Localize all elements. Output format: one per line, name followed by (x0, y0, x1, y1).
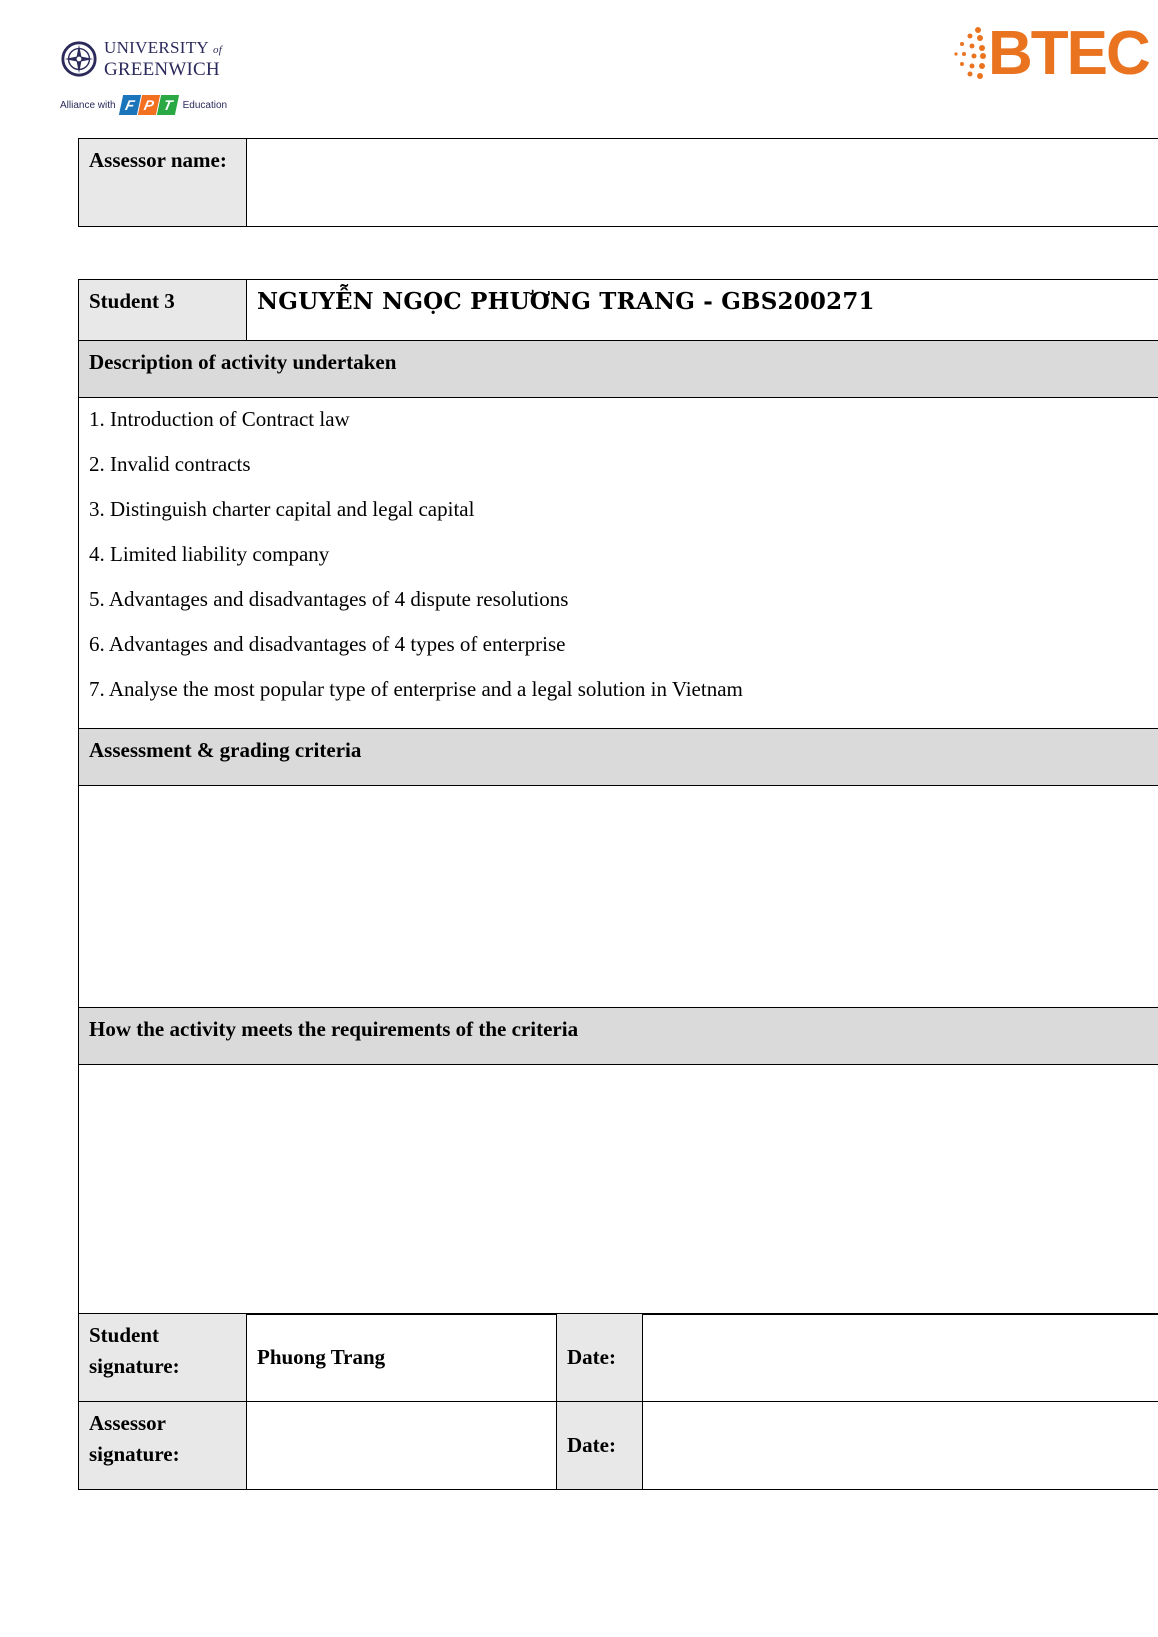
assessment-body[interactable] (79, 786, 1158, 1008)
greenwich-text: GREENWICH (104, 59, 220, 80)
btec-logo (950, 18, 1158, 90)
university-text: UNIVERSITY (104, 38, 209, 57)
list-item: 5. Advantages and disadvantages of 4 dispute resolutions (89, 587, 569, 611)
assessor-name-label: Assessor name: (79, 139, 247, 227)
assessor-date-value[interactable] (643, 1402, 1158, 1490)
assessment-header: Assessment & grading criteria (79, 729, 1158, 786)
university-of-greenwich-logo (60, 38, 240, 130)
alliance-suffix: Education (182, 99, 228, 111)
assessor-name-value[interactable] (247, 139, 1158, 227)
fpt-letter-p: P (137, 95, 159, 115)
student-name: NGUYỄN NGỌC PHƯƠNG TRANG - GBS200271 (257, 288, 875, 315)
list-item: 7. Analyse the most popular type of enterprise and a legal solution in Vietnam (89, 677, 743, 701)
list-item: 1. Introduction of Contract law (89, 407, 350, 431)
requirements-header: How the activity meets the requirements of the criteria (79, 1008, 1158, 1065)
signature-table (78, 1313, 1158, 1490)
btec-dots-icon (950, 26, 990, 82)
assessor-date-label: Date: (557, 1402, 643, 1490)
fpt-letter-t: T (156, 95, 178, 115)
activity-table (78, 279, 1158, 1315)
assessor-signature-label: Assessor signature: (79, 1402, 247, 1490)
student-label: Student 3 (79, 280, 247, 341)
alliance-prefix: Alliance with (60, 99, 116, 111)
list-item: 3. Distinguish charter capital and legal capital (89, 497, 475, 521)
fpt-alliance (60, 95, 240, 115)
assessor-signature-value[interactable] (247, 1402, 557, 1490)
requirements-body[interactable] (79, 1065, 1158, 1315)
list-item: 4. Limited liability company (89, 542, 330, 566)
fpt-letter-f: F (118, 95, 140, 115)
description-header: Description of activity undertaken (79, 341, 1158, 398)
student-signature-label: Student signature: (79, 1314, 247, 1402)
of-text: of (212, 44, 223, 56)
compass-emblem-icon (60, 40, 98, 78)
student-date-value[interactable] (643, 1314, 1158, 1402)
assessor-name-table (78, 138, 1158, 227)
list-item: 2. Invalid contracts (89, 452, 251, 476)
fpt-logo (121, 95, 178, 115)
list-item: 6. Advantages and disadvantages of 4 types of enterprise (89, 632, 566, 656)
btec-wordmark: BTEC (988, 19, 1149, 88)
student-signature-value[interactable]: Phuong Trang (247, 1314, 557, 1402)
description-items (79, 398, 1158, 729)
student-date-label: Date: (557, 1314, 643, 1402)
